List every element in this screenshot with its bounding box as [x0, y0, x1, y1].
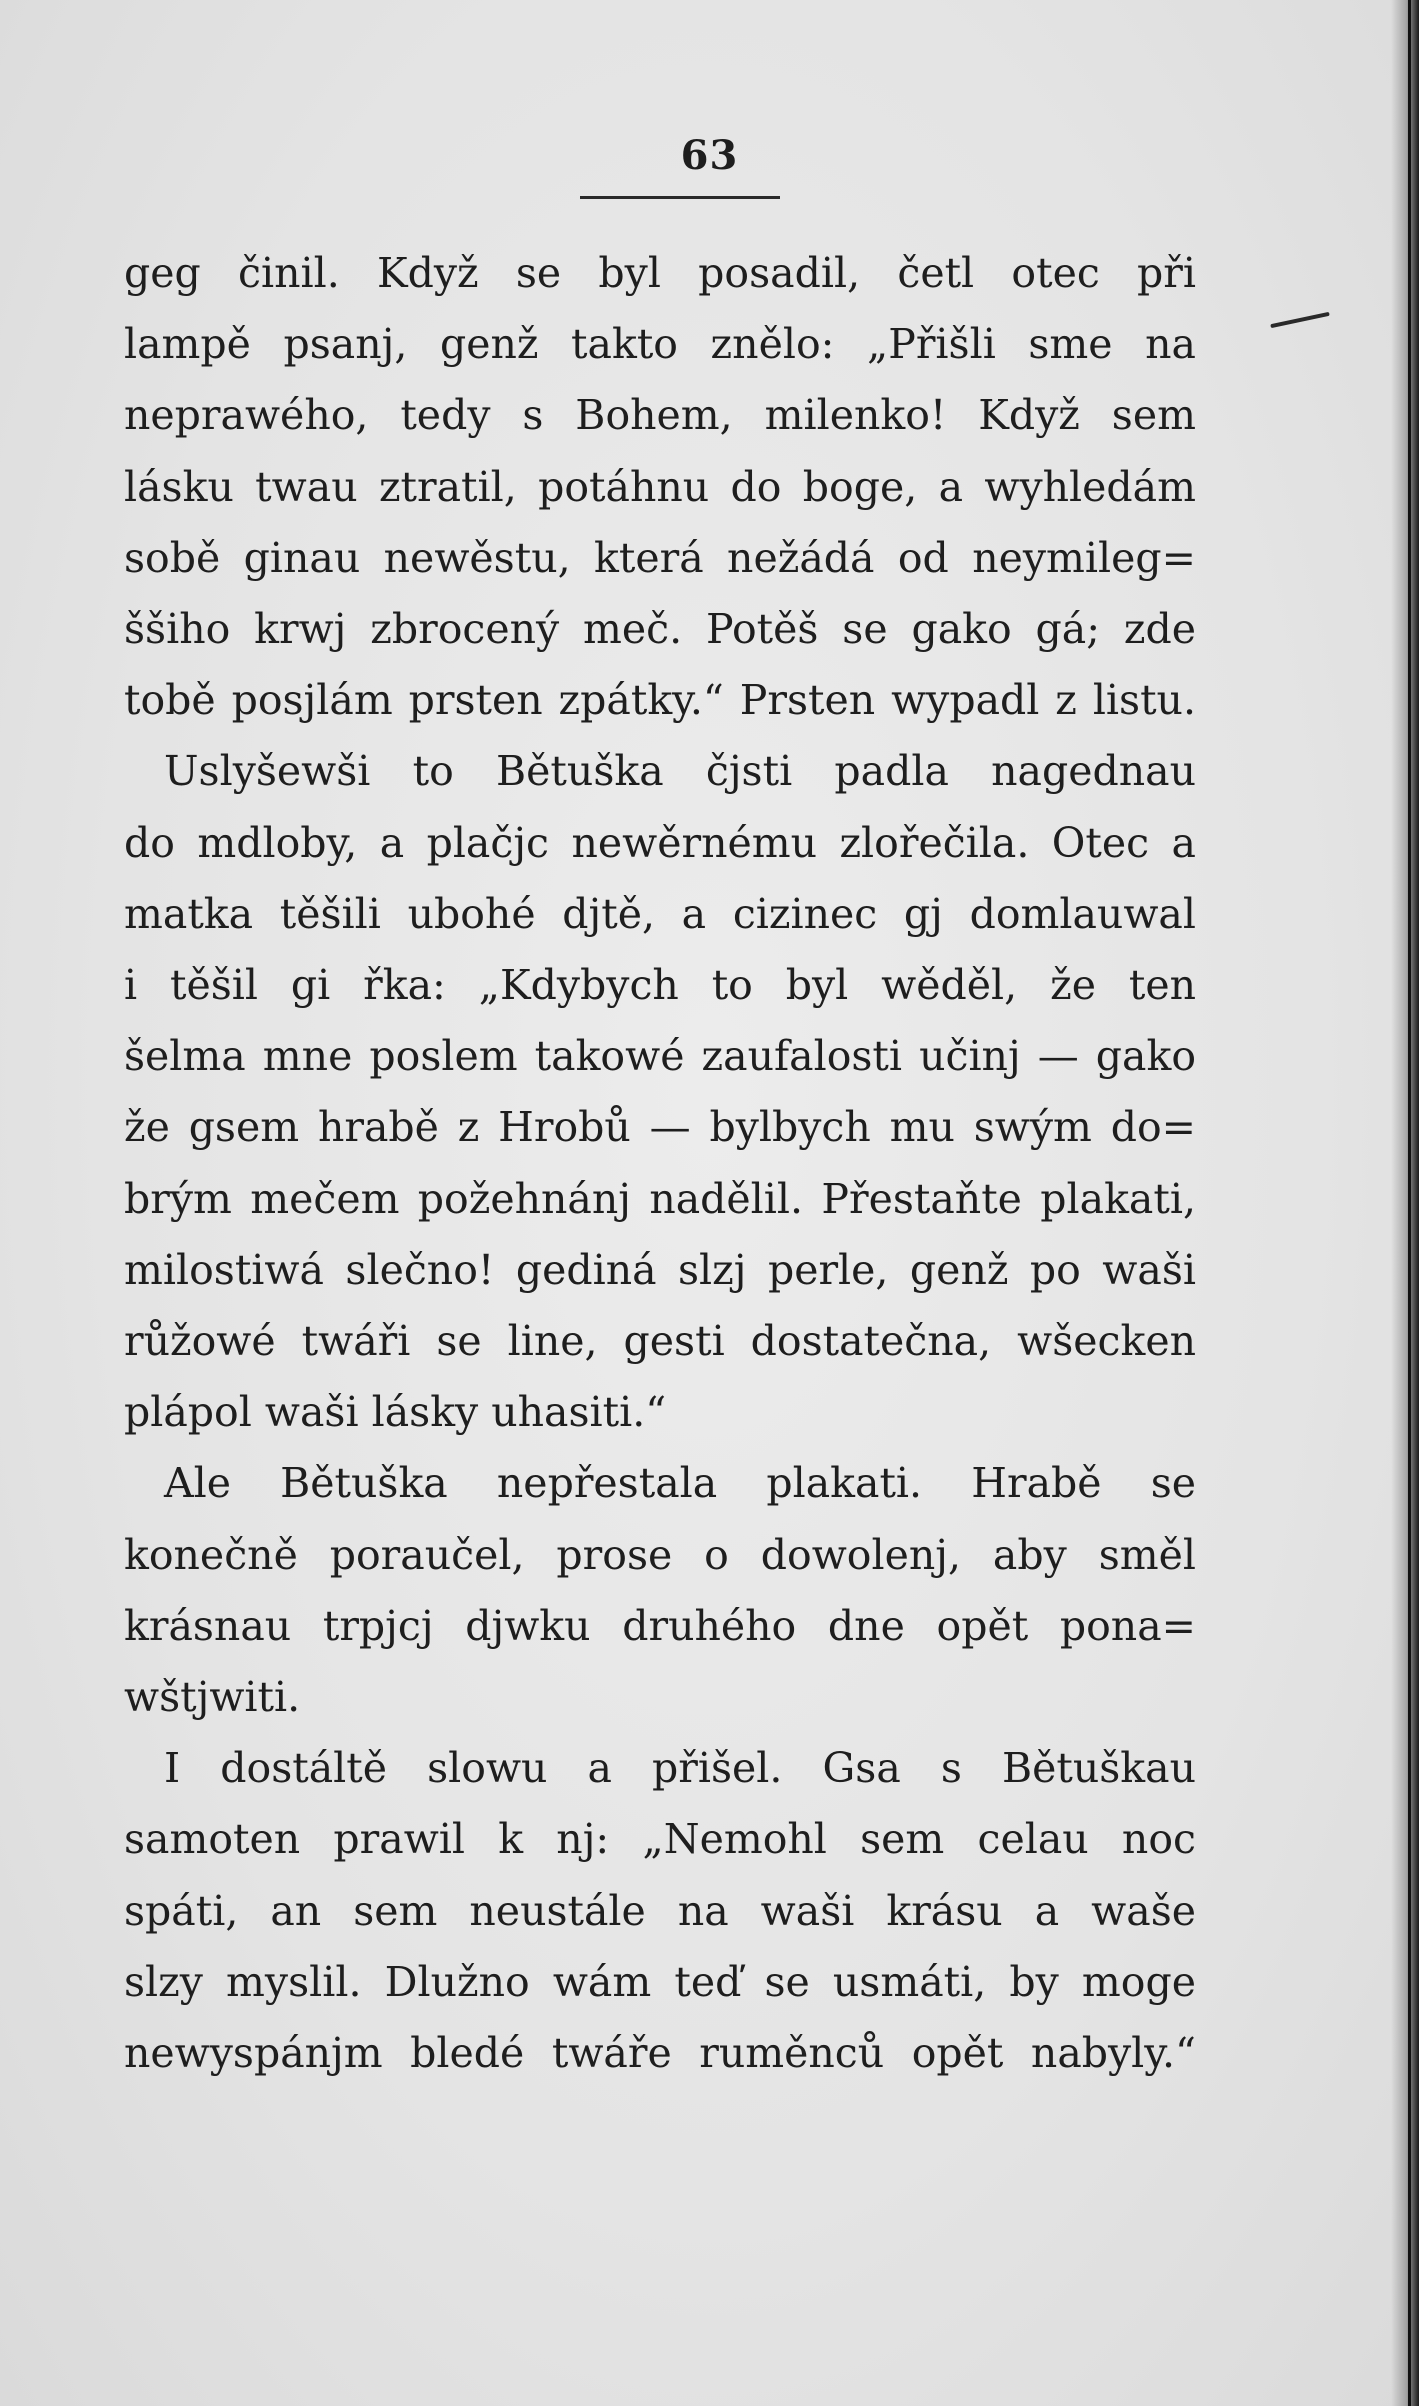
- text-line: Uslyšewši to Bětuška čjsti padla nagednau: [164, 747, 1196, 796]
- text-line: krásnau trpjcj djwku druhého dne opět pona=: [124, 1601, 1196, 1650]
- text-line: milostiwá slečno! gediná slzj perle, genž po waši: [124, 1245, 1196, 1294]
- text-line: že gsem hrabě z Hrobů — bylbych mu swým do=: [124, 1103, 1196, 1152]
- text-line: neprawého, tedy s Bohem, milenko! Když sem: [124, 391, 1196, 440]
- body-text: [124, 238, 1196, 2089]
- text-line: ššiho krwj zbrocený meč. Potěš se gako gá; zde: [124, 605, 1196, 654]
- text-line: šelma mne poslem takowé zaufalosti učinj — gako: [124, 1032, 1196, 1081]
- text-line: plápol waši lásky uhasiti.“: [124, 1388, 667, 1437]
- text-line: lásku twau ztratil, potáhnu do boge, a wyhledám: [124, 462, 1196, 511]
- text-line: sobě ginau newěstu, která nežádá od neymileg=: [124, 533, 1196, 582]
- text-line: i těšil gi řka: „Kdybych to byl wěděl, že ten: [124, 961, 1196, 1010]
- text-line: newyspánjm bledé twáře ruměnců opět nabyly.“: [124, 2029, 1196, 2078]
- text-line: spáti, an sem neustále na waši krásu a waše: [124, 1886, 1196, 1935]
- header-rule: [580, 196, 780, 199]
- text-line: růžowé twáři se line, gesti dostatečna, wšecken: [124, 1317, 1196, 1366]
- text-line: geg činil. Když se byl posadil, četl otec při: [124, 249, 1196, 297]
- text-line: Ale Bětuška nepřestala plakati. Hrabě se: [164, 1459, 1196, 1508]
- text-line: lampě psanj, genž takto znělo: „Přišli sme na: [124, 320, 1196, 369]
- text-line: wštjwiti.: [124, 1673, 301, 1722]
- page-edge-line: [1408, 0, 1411, 2406]
- text-line: I dostáltě slowu a přišel. Gsa s Bětuškau: [164, 1744, 1196, 1793]
- text-line: matka těšili ubohé djtě, a cizinec gj domlauwal: [124, 889, 1196, 938]
- text-line: konečně poraučel, prose o dowolenj, aby směl: [124, 1530, 1196, 1579]
- text-line: samoten prawil k nj: „Nemohl sem celau noc: [124, 1815, 1196, 1864]
- text-line: do mdloby, a plačjc newěrnému zlořečila. Otec a: [124, 818, 1196, 867]
- text-line: tobě posjlám prsten zpátky.“ Prsten wypadl z listu.: [124, 676, 1196, 725]
- page-number: 63: [680, 132, 739, 179]
- stray-ink-mark: [1270, 312, 1330, 328]
- text-line: slzy myslil. Dlužno wám teď se usmáti, by moge: [124, 1957, 1196, 2006]
- page-edge-shadow: [1391, 0, 1419, 2406]
- text-line: brým mečem požehnánj nadělil. Přestaňte plakati,: [124, 1174, 1196, 1223]
